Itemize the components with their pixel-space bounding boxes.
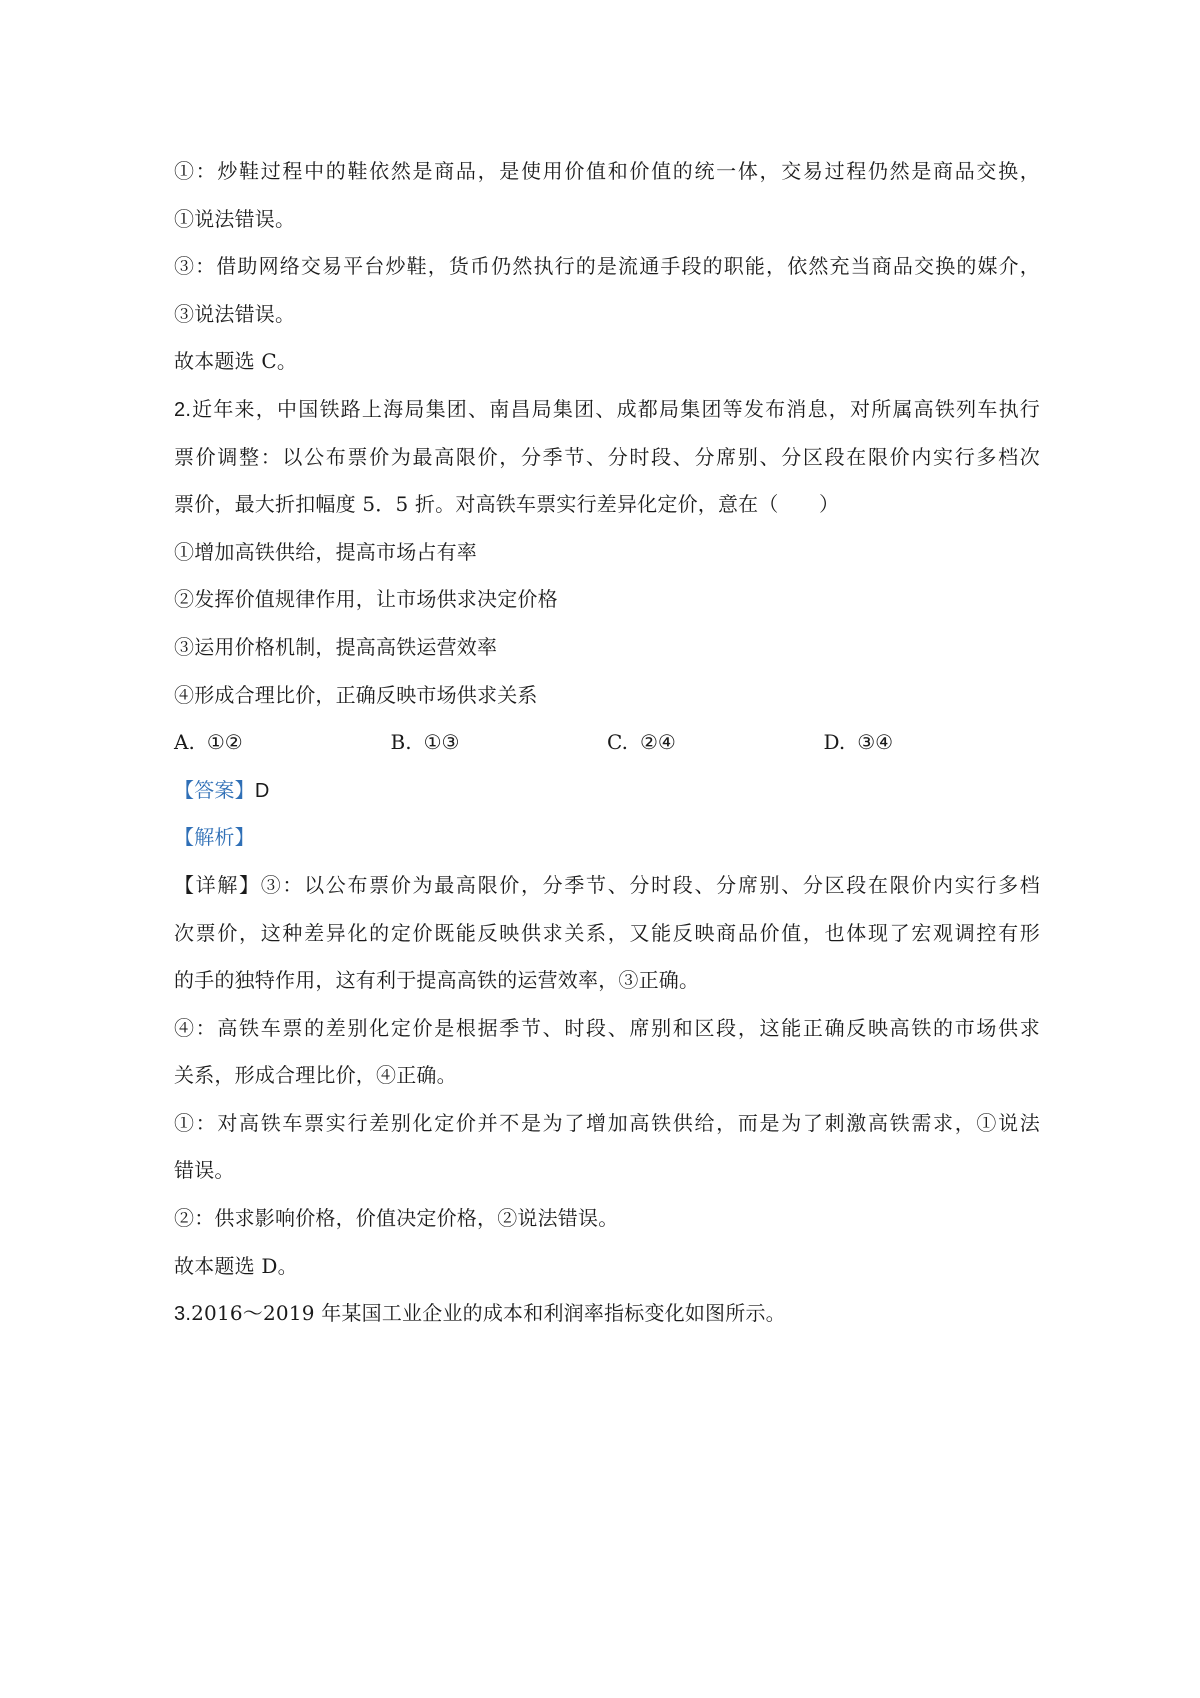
explanation-line: 关系，形成合理比价，④正确。 (174, 1063, 457, 1088)
answer-label: 【答案】 (174, 777, 255, 802)
explanation-line: 次票价，这种差异化的定价既能反映供求关系，又能反映商品价值，也体现了宏观调控有形 (174, 920, 1040, 945)
explanation-line: ①：对高铁车票实行差别化定价并不是为了增加高铁供给，而是为了刺激高铁需求，①说法 (174, 1110, 1040, 1135)
explanation-line: 错误。 (174, 1158, 235, 1183)
option-letter: A. (174, 730, 195, 755)
explanation-line: 【详解】③：以公布票价为最高限价，分季节、分时段、分席别、分区段在限价内实行多档 (174, 872, 1040, 897)
explanation-line: ①说法错误。 (174, 206, 296, 231)
option-b (391, 719, 608, 767)
page-content (174, 148, 1040, 1338)
explanation-line: ②：供求影响价格，价值决定价格，②说法错误。 (174, 1206, 619, 1231)
question-stem-line: 票价，最大折扣幅度 5．5 折。对高铁车票实行差异化定价，意在（ ） (174, 492, 840, 517)
statement-item: ④形成合理比价，正确反映市场供求关系 (174, 682, 538, 707)
conclusion-line: 故本题选 D。 (174, 1253, 298, 1278)
statement-item: ②发挥价值规律作用，让市场供求决定价格 (174, 587, 558, 612)
question-stem-text: 近年来，中国铁路上海局集团、南昌局集团、成都局集团等发布消息，对所属高铁列车执行 (191, 396, 1040, 421)
conclusion-line: 故本题选 C。 (174, 349, 298, 374)
answer-line (174, 767, 1040, 815)
explanation-line: ③说法错误。 (174, 301, 296, 326)
question-stem-line (174, 1290, 1040, 1338)
question-stem-text: 2016～2019 年某国工业企业的成本和利润率指标变化如图所示。 (191, 1301, 786, 1326)
question-stem-line (174, 386, 1040, 434)
explanation-line: 的手的独特作用，这有利于提高高铁的运营效率，③正确。 (174, 968, 700, 993)
answer-options (174, 719, 1040, 767)
explanation-line: ①：炒鞋过程中的鞋依然是商品，是使用价值和价值的统一体，交易过程仍然是商品交换， (174, 159, 1040, 183)
question-number: 3. (174, 1303, 192, 1326)
answer-value: D (254, 779, 270, 802)
option-text: ③④ (857, 730, 894, 755)
option-letter: C. (607, 730, 628, 755)
analysis-label: 【解析】 (174, 825, 255, 850)
question-number: 2. (174, 398, 192, 421)
option-c (607, 719, 824, 767)
option-letter: D. (823, 730, 846, 755)
statement-item: ③运用价格机制，提高高铁运营效率 (174, 634, 498, 659)
explanation-line: ③：借助网络交易平台炒鞋，货币仍然执行的是流通手段的职能，依然充当商品交换的媒介， (174, 254, 1040, 279)
option-a (174, 719, 391, 767)
question-stem-line: 票价调整：以公布票价为最高限价，分季节、分时段、分席别、分区段在限价内实行多档次 (174, 444, 1040, 469)
option-text: ①② (206, 730, 243, 755)
statement-item: ①增加高铁供给，提高市场占有率 (174, 539, 477, 564)
option-letter: B. (390, 730, 412, 755)
explanation-line: ④：高铁车票的差别化定价是根据季节、时段、席别和区段，这能正确反映高铁的市场供求 (174, 1015, 1040, 1040)
option-text: ②④ (639, 730, 676, 755)
option-text: ①③ (423, 730, 460, 755)
analysis-line (174, 814, 1040, 862)
option-d (824, 719, 1041, 767)
